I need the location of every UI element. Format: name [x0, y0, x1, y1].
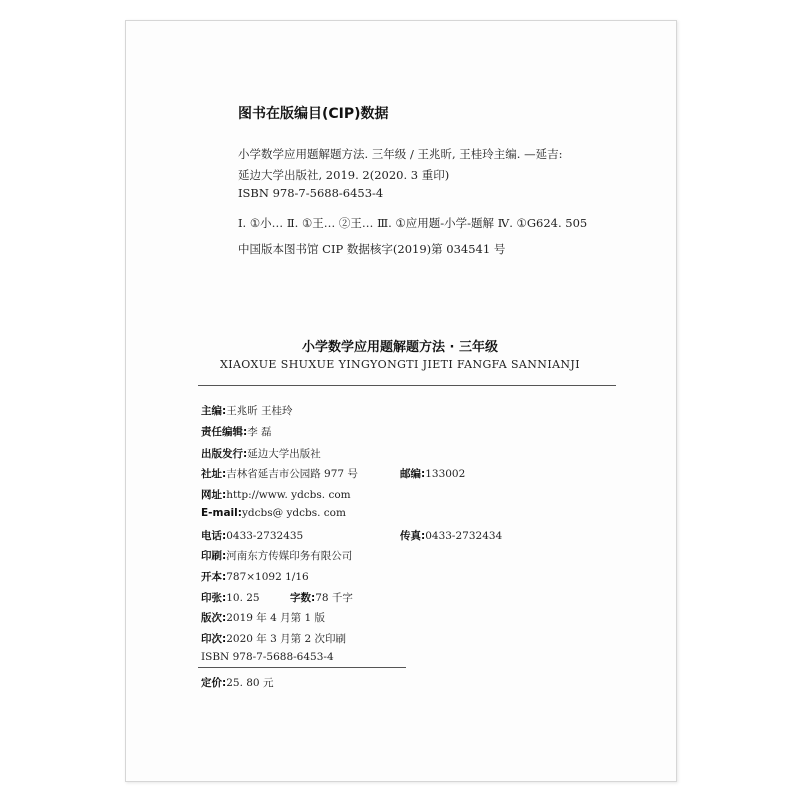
cip-line-data-number: 中国版本图书馆 CIP 数据核字(2019)第 034541 号 — [238, 242, 506, 256]
book-title: 小学数学应用题解题方法 · 三年级 — [302, 340, 498, 355]
info-phone — [201, 528, 303, 543]
book-pinyin-title: XIAOXUE SHUXUE YINGYONGTI JIETI FANGFA SANNIANJI — [219, 358, 580, 371]
fax-value: 0433-2732434 — [425, 530, 503, 542]
format-value: 787×1092 1/16 — [226, 571, 309, 583]
website-value: http://www. ydcbs. com — [226, 489, 351, 501]
postcode-label: 邮编: — [400, 468, 426, 480]
info-address — [201, 466, 358, 481]
info-sheets — [201, 590, 260, 605]
printing-value: 2020 年 3 月第 2 次印刷 — [226, 633, 346, 645]
edition-value: 2019 年 4 月第 1 版 — [226, 612, 325, 624]
sheets-value: 10. 25 — [226, 592, 260, 604]
info-postcode — [400, 466, 465, 481]
info-publisher — [201, 446, 321, 461]
responsible-editor-label: 责任编辑: — [201, 426, 248, 438]
printing-label: 印次: — [201, 633, 227, 645]
price-label: 定价: — [201, 677, 227, 689]
email-value: ydcbs@ ydcbs. com — [241, 507, 346, 519]
publisher-value: 延边大学出版社 — [247, 448, 321, 460]
cip-line-title-author: 小学数学应用题解题方法. 三年级 / 王兆昕, 王桂玲主编. —延吉: — [238, 147, 563, 161]
email-label: E-mail: — [201, 507, 242, 519]
info-email — [201, 507, 346, 519]
info-responsible-editor — [201, 424, 272, 439]
printer-label: 印刷: — [201, 550, 227, 562]
printer-value: 河南东方传媒印务有限公司 — [226, 550, 353, 562]
website-label: 网址: — [201, 489, 227, 501]
info-price — [201, 675, 273, 690]
editors-label: 主编: — [201, 405, 227, 417]
editors-value: 王兆昕 王桂玲 — [226, 405, 293, 417]
responsible-editor-value: 李 磊 — [247, 426, 272, 438]
info-format — [201, 569, 309, 584]
edition-label: 版次: — [201, 612, 227, 624]
info-edition — [201, 610, 325, 625]
word-count-label: 字数: — [290, 592, 316, 604]
divider-top — [198, 385, 616, 386]
cip-line-subject: Ⅰ. ①小… Ⅱ. ①王… ②王… Ⅲ. ①应用题-小学-题解 Ⅳ. ①G624. 505 — [238, 216, 588, 230]
address-value: 吉林省延吉市公园路 977 号 — [226, 468, 358, 480]
info-printer — [201, 548, 352, 563]
cip-line-publisher: 延边大学出版社, 2019. 2(2020. 3 重印) — [238, 168, 450, 182]
postcode-value: 133002 — [425, 468, 466, 480]
info-editors — [201, 403, 293, 418]
info-website — [201, 487, 351, 502]
cip-heading: 图书在版编目(CIP)数据 — [238, 106, 389, 122]
address-label: 社址: — [201, 468, 227, 480]
word-count-value: 78 千字 — [315, 592, 353, 604]
sheets-label: 印张: — [201, 592, 227, 604]
phone-value: 0433-2732435 — [226, 530, 304, 542]
price-value: 25. 80 元 — [226, 677, 274, 689]
info-printing — [201, 631, 346, 646]
info-word-count — [290, 590, 353, 605]
fax-label: 传真: — [400, 530, 426, 542]
info-fax — [400, 528, 502, 543]
publisher-label: 出版发行: — [201, 448, 248, 460]
info-isbn: ISBN 978-7-5688-6453-4 — [201, 651, 334, 663]
cip-line-isbn: ISBN 978-7-5688-6453-4 — [238, 186, 384, 200]
divider-bottom — [198, 667, 406, 668]
phone-label: 电话: — [201, 530, 227, 542]
format-label: 开本: — [201, 571, 227, 583]
